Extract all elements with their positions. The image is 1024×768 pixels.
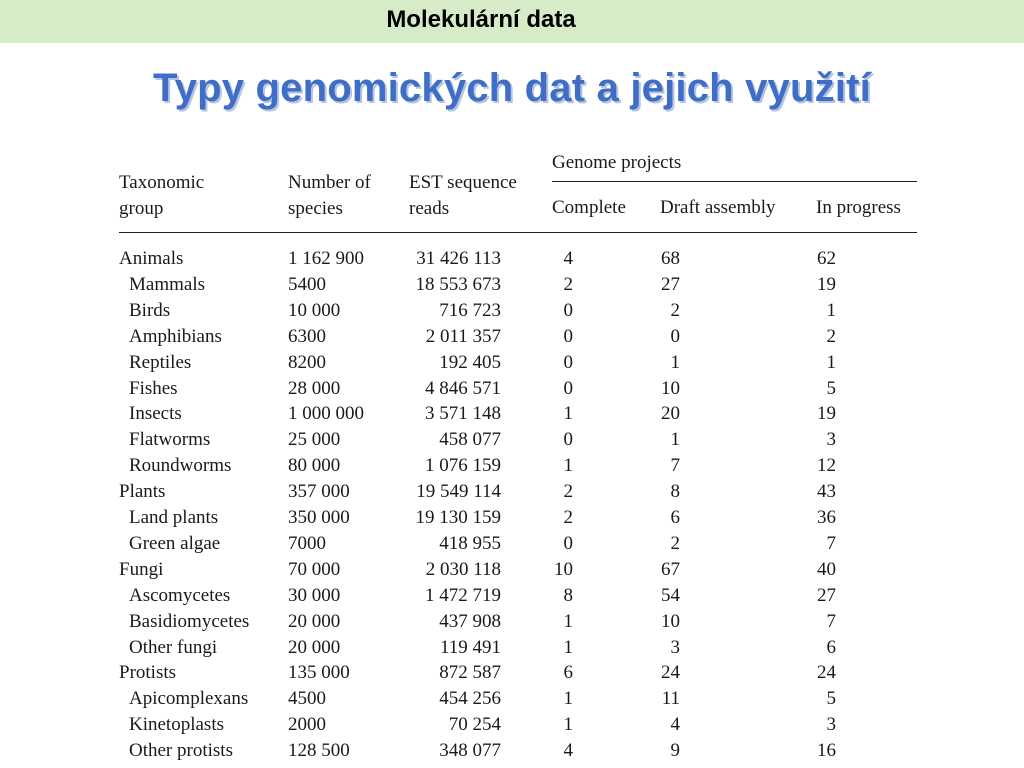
species-cell: 6300 <box>288 325 326 347</box>
taxonomic-group-cell: Mammals <box>129 273 205 295</box>
in-progress-cell: 1 <box>826 351 836 373</box>
species-cell: 4500 <box>288 688 326 710</box>
species-cell: 20 000 <box>288 636 341 658</box>
est-reads-cell: 4 846 571 <box>425 377 501 399</box>
species-cell: 1 162 900 <box>288 248 364 269</box>
in-progress-cell: 19 <box>817 273 836 295</box>
draft-assembly-cell: 2 <box>670 299 680 321</box>
complete-cell: 1 <box>563 714 573 736</box>
est-reads-cell: 19 130 159 <box>415 507 501 528</box>
taxonomic-group-cell: Plants <box>119 481 166 503</box>
complete-cell: 10 <box>554 558 573 580</box>
in-progress-cell: 2 <box>826 325 836 347</box>
complete-cell: 0 <box>563 351 573 373</box>
genome-projects-rule <box>552 181 917 182</box>
est-reads-cell: 18 553 673 <box>415 273 501 295</box>
complete-cell: 1 <box>563 636 573 658</box>
species-cell: 1 000 000 <box>288 403 364 425</box>
complete-cell: 1 <box>563 688 573 710</box>
header-top-rule <box>119 232 917 233</box>
species-cell: 5400 <box>288 273 326 295</box>
complete-cell: 0 <box>563 377 573 399</box>
species-cell: 70 000 <box>288 558 341 580</box>
species-cell: 80 000 <box>288 455 341 477</box>
taxonomic-group-cell: Other fungi <box>129 636 218 658</box>
est-reads-cell: 716 723 <box>439 299 501 321</box>
in-progress-cell: 3 <box>826 714 836 736</box>
taxonomic-group-cell: Protists <box>119 662 177 684</box>
header-text: Molekulární data <box>386 6 576 33</box>
complete-cell: 1 <box>563 610 573 632</box>
species-cell: 357 000 <box>288 481 350 503</box>
complete-cell: 4 <box>563 248 573 269</box>
complete-cell: 2 <box>563 481 573 503</box>
in-progress-cell: 1 <box>826 299 836 321</box>
draft-assembly-cell: 8 <box>670 481 680 503</box>
taxonomic-group-cell: Insects <box>129 403 182 425</box>
taxonomic-group-cell: Reptiles <box>129 351 192 373</box>
in-progress-cell: 24 <box>817 662 836 684</box>
est-reads-cell: 3 571 148 <box>425 403 501 425</box>
draft-assembly-cell: 1 <box>670 429 680 451</box>
species-cell: 25 000 <box>288 429 341 451</box>
complete-cell: 1 <box>563 455 573 477</box>
in-progress-cell: 12 <box>817 455 836 477</box>
header-est-line1: EST sequence <box>409 172 517 193</box>
taxonomic-group-cell: Basidiomycetes <box>129 610 250 632</box>
draft-assembly-cell: 20 <box>661 403 680 425</box>
complete-cell: 1 <box>563 403 573 425</box>
complete-cell: 4 <box>563 740 573 762</box>
draft-assembly-cell: 6 <box>670 507 680 528</box>
complete-cell: 2 <box>563 273 573 295</box>
in-progress-cell: 27 <box>817 584 836 606</box>
draft-assembly-cell: 24 <box>661 662 680 684</box>
header-taxonomic-line1: Taxonomic <box>119 172 205 193</box>
draft-assembly-cell: 27 <box>661 273 680 295</box>
in-progress-cell: 7 <box>826 532 836 554</box>
header-taxonomic-line2: group <box>119 198 164 219</box>
in-progress-cell: 16 <box>817 740 836 762</box>
in-progress-cell: 5 <box>826 377 836 399</box>
est-reads-cell: 19 549 114 <box>416 481 501 503</box>
est-reads-cell: 1 076 159 <box>425 455 501 477</box>
complete-cell: 6 <box>563 662 573 684</box>
in-progress-cell: 19 <box>817 403 836 425</box>
in-progress-cell: 62 <box>817 248 836 269</box>
draft-assembly-cell: 68 <box>661 248 680 269</box>
in-progress-cell: 43 <box>817 481 836 503</box>
species-cell: 30 000 <box>288 584 341 606</box>
in-progress-cell: 7 <box>826 610 836 632</box>
taxonomic-group-cell: Animals <box>119 248 184 269</box>
species-cell: 20 000 <box>288 610 341 632</box>
taxonomic-group-cell: Amphibians <box>129 325 222 347</box>
est-reads-cell: 348 077 <box>439 740 501 762</box>
est-reads-cell: 1 472 719 <box>425 584 501 606</box>
complete-cell: 0 <box>563 532 573 554</box>
est-reads-cell: 70 254 <box>448 714 501 736</box>
est-reads-cell: 2 030 118 <box>425 558 501 580</box>
header-genome-projects: Genome projects <box>552 152 682 173</box>
header-est-line2: reads <box>409 198 450 219</box>
draft-assembly-cell: 54 <box>661 584 680 606</box>
species-cell: 128 500 <box>288 740 350 762</box>
est-reads-cell: 872 587 <box>439 662 501 684</box>
taxonomic-group-cell: Fungi <box>119 558 164 580</box>
draft-assembly-cell: 0 <box>670 325 680 347</box>
draft-assembly-cell: 2 <box>670 532 680 554</box>
taxonomic-group-cell: Roundworms <box>129 455 232 477</box>
in-progress-cell: 6 <box>826 636 836 658</box>
taxonomic-group-cell: Green algae <box>129 532 221 554</box>
complete-cell: 0 <box>563 429 573 451</box>
est-reads-cell: 458 077 <box>439 429 501 451</box>
slide-title: Typy genomických dat a jejich využití <box>153 66 871 110</box>
draft-assembly-cell: 4 <box>670 714 680 736</box>
taxonomic-group-cell: Land plants <box>129 507 219 528</box>
in-progress-cell: 3 <box>826 429 836 451</box>
header-complete: Complete <box>552 197 626 218</box>
taxonomic-group-cell: Flatworms <box>129 429 211 451</box>
species-cell: 135 000 <box>288 662 350 684</box>
complete-cell: 0 <box>563 325 573 347</box>
draft-assembly-cell: 11 <box>661 688 680 710</box>
complete-cell: 8 <box>563 584 573 606</box>
taxonomic-group-cell: Kinetoplasts <box>129 714 224 736</box>
est-reads-cell: 454 256 <box>439 688 501 710</box>
in-progress-cell: 40 <box>817 558 836 580</box>
complete-cell: 0 <box>563 299 573 321</box>
in-progress-cell: 36 <box>817 507 836 528</box>
taxonomic-group-cell: Fishes <box>129 377 178 399</box>
draft-assembly-cell: 10 <box>661 377 680 399</box>
header-in-progress: In progress <box>816 197 901 218</box>
header-species-line1: Number of <box>288 172 371 193</box>
taxonomic-group-cell: Apicomplexans <box>129 688 249 710</box>
est-reads-cell: 418 955 <box>439 532 501 554</box>
taxonomic-group-cell: Ascomycetes <box>129 584 231 606</box>
draft-assembly-cell: 3 <box>670 636 680 658</box>
draft-assembly-cell: 1 <box>670 351 680 373</box>
draft-assembly-cell: 67 <box>661 558 680 580</box>
header-species-line2: species <box>288 198 343 219</box>
est-reads-cell: 31 426 113 <box>416 248 501 269</box>
header-draft-assembly: Draft assembly <box>660 197 776 218</box>
draft-assembly-cell: 9 <box>670 740 680 762</box>
species-cell: 28 000 <box>288 377 341 399</box>
species-cell: 350 000 <box>288 507 350 528</box>
in-progress-cell: 5 <box>826 688 836 710</box>
species-cell: 2000 <box>288 714 326 736</box>
species-cell: 8200 <box>288 351 326 373</box>
taxonomic-group-cell: Birds <box>129 299 171 321</box>
taxonomic-group-cell: Other protists <box>129 740 233 762</box>
draft-assembly-cell: 7 <box>670 455 680 477</box>
est-reads-cell: 119 491 <box>439 636 501 658</box>
species-cell: 7000 <box>288 532 326 554</box>
est-reads-cell: 192 405 <box>439 351 501 373</box>
species-cell: 10 000 <box>288 299 341 321</box>
complete-cell: 2 <box>563 507 573 528</box>
est-reads-cell: 2 011 357 <box>425 325 501 347</box>
draft-assembly-cell: 10 <box>661 610 680 632</box>
est-reads-cell: 437 908 <box>439 610 501 632</box>
